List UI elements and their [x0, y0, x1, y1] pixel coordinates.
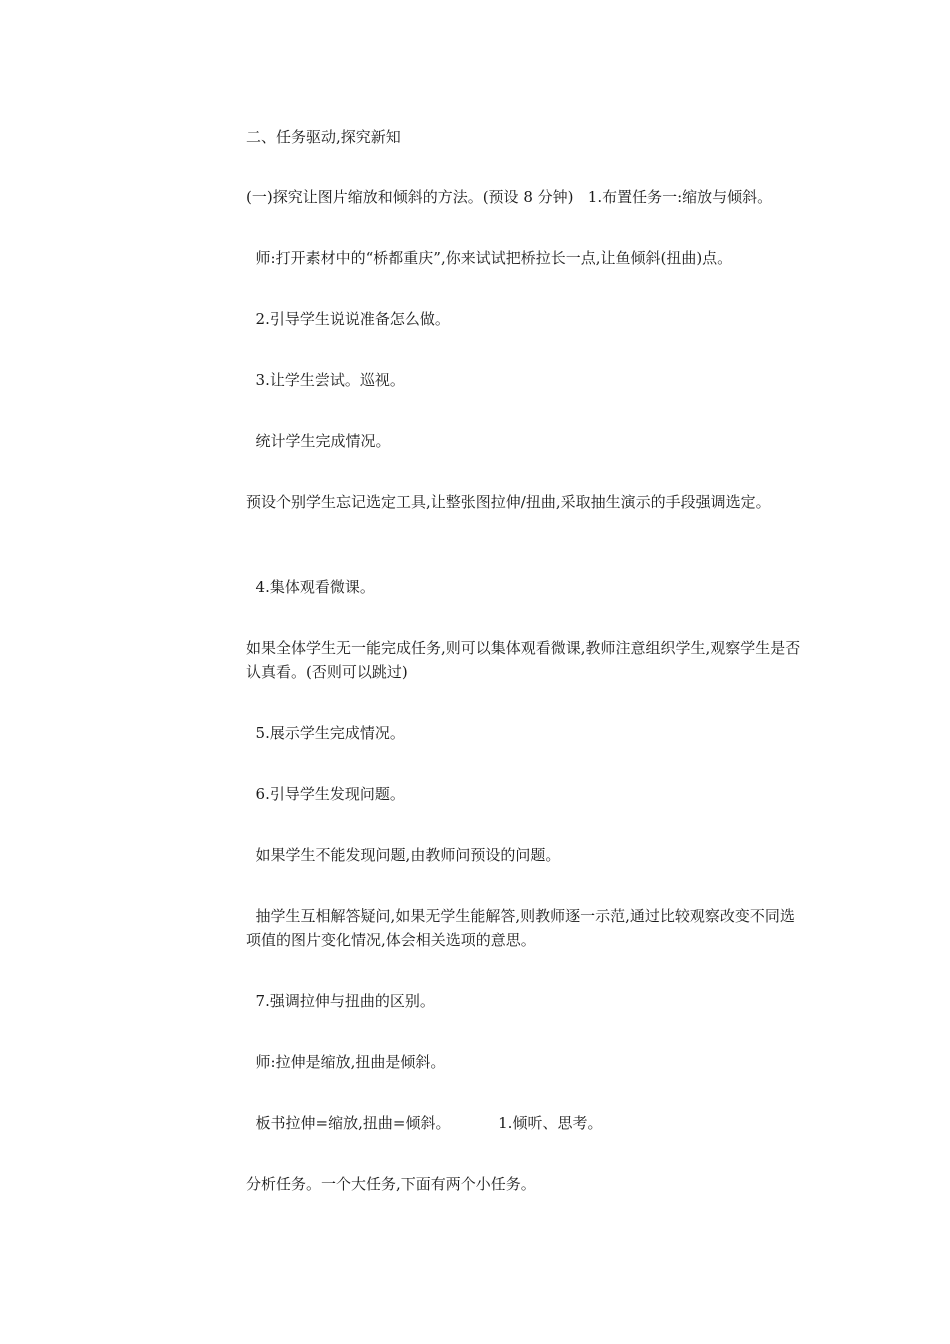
- paragraph-step-6: 6.引导学生发现问题。: [246, 785, 405, 803]
- paragraph-step-5: 5.展示学生完成情况。: [246, 724, 405, 742]
- paragraph-step-4: 4.集体观看微课。: [246, 578, 375, 596]
- paragraph-statistics: 统计学生完成情况。: [246, 432, 391, 450]
- paragraph-analysis: 分析任务。一个大任务,下面有两个小任务。: [246, 1175, 536, 1193]
- paragraph-teacher-question: 如果学生不能发现问题,由教师问预设的问题。: [246, 846, 561, 864]
- paragraph-step-3: 3.让学生尝试。巡视。: [246, 371, 405, 389]
- section-heading: 二、任务驱动,探究新知: [246, 128, 401, 146]
- paragraph-preset-tool: 预设个别学生忘记选定工具,让整张图拉伸/扭曲,采取抽生演示的手段强调选定。: [246, 493, 771, 511]
- paragraph-step-7: 7.强调拉伸与扭曲的区别。: [246, 992, 435, 1010]
- paragraph-blackboard: 板书拉伸=缩放,扭曲=倾斜。 1.倾听、思考。: [246, 1114, 603, 1132]
- paragraph-micro-lesson: 如果全体学生无一能完成任务,则可以集体观看微课,教师注意组织学生,观察学生是否认真看。(否则可以跳过): [246, 639, 801, 681]
- paragraph-teacher-instruction: 师:打开素材中的“桥都重庆”,你来试试把桥拉长一点,让鱼倾斜(扭曲)点。: [246, 249, 733, 267]
- paragraph-step-2: 2.引导学生说说准备怎么做。: [246, 310, 450, 328]
- paragraph-definition: 师:拉伸是缩放,扭曲是倾斜。: [246, 1053, 446, 1071]
- paragraph-peer-answer: 抽学生互相解答疑问,如果无学生能解答,则教师逐一示范,通过比较观察改变不同选项值的图片变化情况,体会相关选项的意思。: [246, 907, 795, 949]
- paragraph-explore-method: (一)探究让图片缩放和倾斜的方法。(预设 8 分钟) 1.布置任务一:缩放与倾斜。: [246, 188, 773, 206]
